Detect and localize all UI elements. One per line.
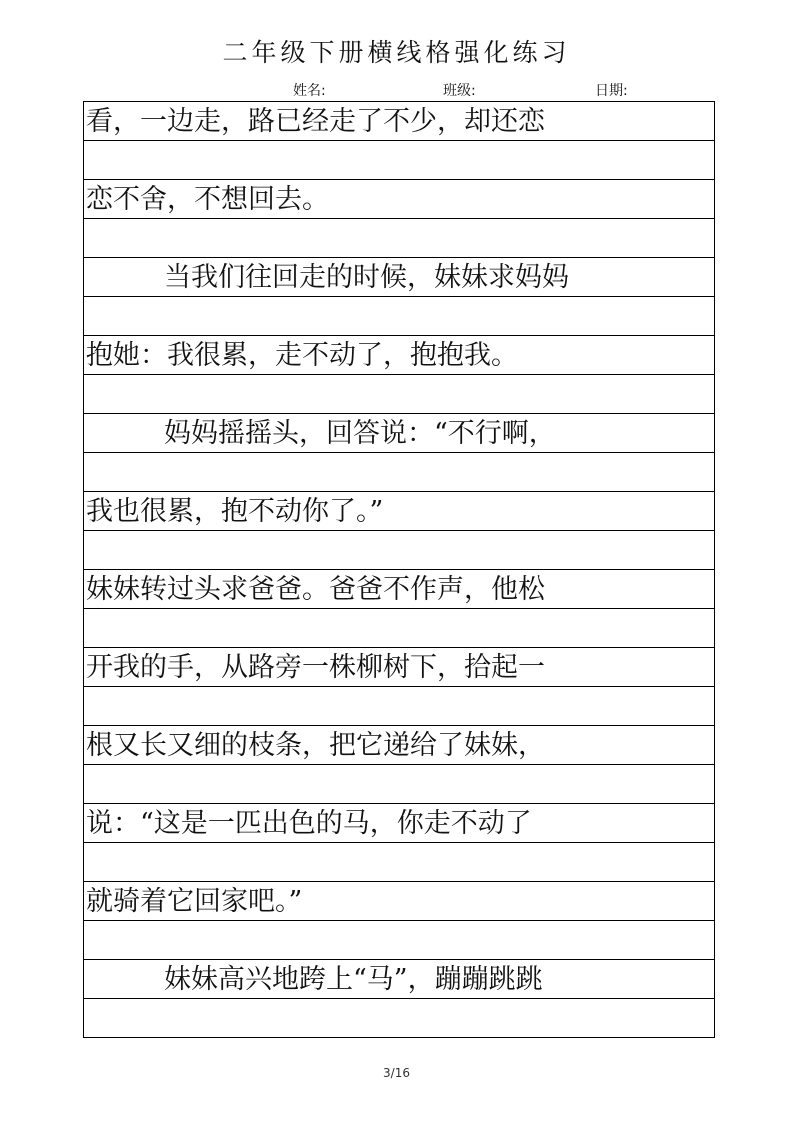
writing-line-2 [84, 180, 714, 219]
class-label: 班级: [443, 83, 476, 99]
writing-line-9 [84, 726, 714, 765]
line-text: 妹妹高兴地跨上“马”，蹦蹦跳跳 [164, 964, 543, 995]
blank-line [84, 999, 714, 1038]
blank-line [84, 921, 714, 960]
blank-line [84, 843, 714, 882]
line-text: 就骑着它回家吧。” [86, 886, 303, 917]
page-title: 二年级下册横线格强化练习 [222, 38, 571, 67]
line-text: 妈妈摇摇头，回答说：“不行啊， [164, 418, 556, 449]
line-text: 恋不舍，不想回去。 [86, 184, 329, 215]
writing-line-12 [84, 960, 714, 999]
blank-line [84, 687, 714, 726]
writing-line-6 [84, 492, 714, 531]
blank-line [84, 375, 714, 414]
writing-line-1 [84, 102, 714, 141]
line-text: 说：“这是一匹出色的马，你走不动了 [86, 808, 532, 839]
writing-line-5 [84, 414, 714, 453]
blank-line [84, 297, 714, 336]
line-text: 我也很累，抱不动你了。” [86, 496, 384, 527]
blank-line [84, 765, 714, 804]
page-number: 3/16 [383, 1066, 410, 1080]
blank-line [84, 141, 714, 180]
blank-line [84, 219, 714, 258]
student-info-row [0, 81, 793, 101]
blank-line [84, 531, 714, 570]
writing-line-4 [84, 336, 714, 375]
lined-writing-grid [83, 101, 715, 1038]
writing-line-3 [84, 258, 714, 297]
writing-line-10 [84, 804, 714, 843]
writing-line-7 [84, 570, 714, 609]
blank-line [84, 453, 714, 492]
line-text: 当我们往回走的时候，妹妹求妈妈 [164, 262, 569, 293]
name-label: 姓名: [293, 83, 326, 99]
line-text: 妹妹转过头求爸爸。爸爸不作声，他松 [86, 574, 545, 605]
writing-line-11 [84, 882, 714, 921]
writing-line-8 [84, 648, 714, 687]
line-text: 开我的手，从路旁一株柳树下，拾起一 [86, 652, 545, 683]
line-text: 抱她：我很累，走不动了，抱抱我。 [86, 340, 518, 371]
blank-line [84, 609, 714, 648]
line-text: 根又长又细的枝条，把它递给了妹妹， [86, 730, 545, 761]
line-text: 看，一边走，路已经走了不少，却还恋 [86, 106, 545, 137]
date-label: 日期: [595, 83, 628, 99]
